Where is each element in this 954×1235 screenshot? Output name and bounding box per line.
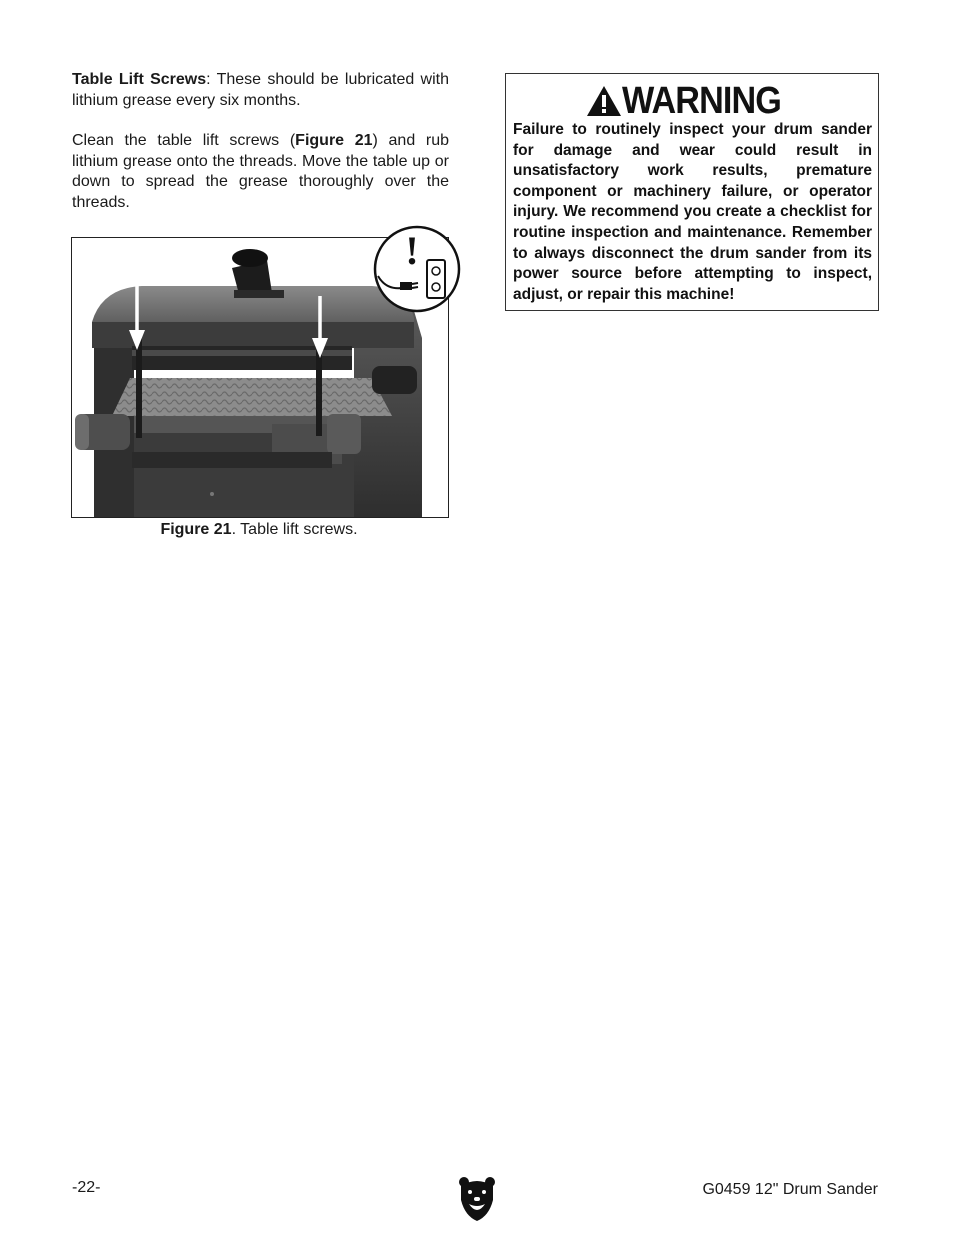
unplug-warning-icon [372,224,462,314]
warning-title: WARNING [621,79,781,122]
figure-label: Figure 21 [160,521,232,538]
paragraph-text: : These should be lubricated with lithium grease every six months. [72,71,450,109]
figure-reference: Figure 21 [295,132,373,149]
heading-table-lift-screws: Table Lift Screws [72,71,207,88]
model-name: G0459 12" Drum Sander [702,1181,878,1198]
paragraph-text: Clean the table lift screws ( [72,132,296,149]
paragraph-table-lift-screws [72,70,449,111]
warning-triangle-icon [586,84,622,118]
paragraph-clean-screws [72,131,449,213]
caption-text: . Table lift screws. [231,521,358,538]
figure-caption [71,521,447,539]
warning-box [505,73,879,311]
page-number: -22- [72,1179,101,1196]
warning-body: Failure to routinely inspect your drum sander for damage and wear could result in unsatisfactory work results, premature component or machinery failure, or operator injury. We recommend you create a checklist for routine inspection and maintenance. Remember to always disconnect the drum sander from its power source before attempting to inspect, adjust, or repair this machine! [513,121,872,303]
grizzly-bear-logo [457,1176,497,1222]
warning-header [506,78,878,124]
svg-text:!: ! [405,228,419,273]
paragraph-text: ) and rub lithium grease onto the threads. Move the table up or down to spread the grease thoroughly over the threads. [72,132,450,211]
